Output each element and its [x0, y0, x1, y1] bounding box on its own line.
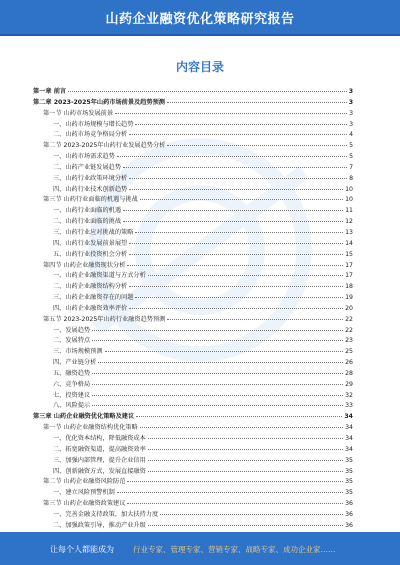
- toc-entry-label: 三、加强内部管理，提升企业信用: [53, 456, 146, 464]
- toc-entry-page: 14: [345, 239, 353, 247]
- toc-entry-page: 17: [345, 272, 353, 280]
- toc-leader-dots: [129, 178, 347, 179]
- toc-leader-dots: [117, 492, 343, 493]
- toc-entry-label: 第五节 2023-2025年山药行业融资趋势预测: [43, 315, 166, 323]
- toc-entry-label: 第一节 山药企业融资结构优化策略: [43, 424, 138, 432]
- toc-entry-label: 五、山药行业投资机会分析: [53, 250, 128, 258]
- toc-entry-label: 一、建立风险预警机制: [53, 489, 115, 497]
- toc-entry-label: 第四节 山药企业融资现状分析: [43, 261, 126, 269]
- toc-entry[interactable]: [33, 292, 353, 303]
- toc-entry-page: 3: [349, 109, 353, 117]
- toc-entry[interactable]: [33, 422, 353, 433]
- toc-entry-label: 五、融资趋势: [53, 369, 91, 377]
- toc-entry-page: 33: [345, 402, 353, 410]
- footer-slogan: 让每个人都能成为: [50, 545, 114, 554]
- toc-entry[interactable]: [33, 303, 353, 314]
- toc-entry-page: 4: [349, 131, 353, 139]
- toc-leader-dots: [105, 351, 344, 352]
- toc-leader-dots: [135, 124, 347, 125]
- page-header: [0, 0, 400, 36]
- toc-entry[interactable]: [33, 173, 353, 184]
- toc-leader-dots: [167, 319, 343, 320]
- toc-leader-dots: [129, 243, 343, 244]
- toc-leader-dots: [92, 395, 343, 396]
- toc-entry-label: 四、创新融资方式，发展直接融资: [53, 467, 146, 475]
- toc-entry[interactable]: [33, 411, 353, 422]
- toc-entry-page: 29: [345, 380, 353, 388]
- toc-entry[interactable]: [33, 140, 353, 151]
- toc-entry-page: 3: [348, 98, 353, 106]
- toc-leader-dots: [92, 405, 343, 406]
- toc-entry[interactable]: [33, 129, 353, 140]
- toc-entry[interactable]: [33, 227, 353, 238]
- toc-entry-page: 5: [349, 142, 353, 150]
- toc-entry-page: 34: [344, 413, 353, 421]
- toc-entry-label: 四、山药企业融资效率评价: [53, 304, 128, 312]
- toc-entry-label: 二、山药产业链发展趋势: [53, 163, 122, 171]
- toc-entry[interactable]: [33, 357, 353, 368]
- toc-entry[interactable]: [33, 184, 353, 195]
- toc-entry-page: 25: [345, 348, 353, 356]
- toc-leader-dots: [148, 525, 343, 526]
- toc-entry-page: 36: [345, 510, 353, 518]
- toc-entry[interactable]: [33, 346, 353, 357]
- toc-entry-page: 18: [345, 283, 353, 291]
- toc-entry[interactable]: [33, 238, 353, 249]
- toc-leader-dots: [129, 286, 343, 287]
- toc-entry-label: 六、竞争格局: [53, 380, 91, 388]
- toc-leader-dots: [129, 134, 347, 135]
- toc-entry-page: 35: [345, 489, 353, 497]
- toc-entry[interactable]: [33, 466, 353, 477]
- toc-entry[interactable]: [33, 97, 353, 108]
- toc-entry-page: 10: [345, 185, 353, 193]
- toc-entry[interactable]: [33, 249, 353, 260]
- toc-leader-dots: [140, 199, 343, 200]
- toc-entry[interactable]: [33, 476, 353, 487]
- toc-entry[interactable]: [33, 455, 353, 466]
- toc-leader-dots: [167, 145, 347, 146]
- toc-entry-page: 11: [345, 207, 353, 215]
- toc-leader-dots: [148, 460, 343, 461]
- toc-entry-label: 七、投资建议: [53, 391, 91, 399]
- toc-entry[interactable]: [33, 335, 353, 346]
- toc-leader-dots: [160, 514, 343, 515]
- toc-entry[interactable]: [33, 325, 353, 336]
- toc-entry-label: 二、发展特点: [53, 337, 91, 345]
- toc-leader-dots: [135, 297, 343, 298]
- toc-entry[interactable]: [33, 151, 353, 162]
- toc-entry[interactable]: [33, 270, 353, 281]
- toc-entry-page: 23: [345, 337, 353, 345]
- toc-entry-page: 26: [345, 359, 353, 367]
- toc-entry-page: 20: [345, 304, 353, 312]
- toc-entry-label: 一、山药企业融资渠道与方式分析: [53, 272, 146, 280]
- toc-entry-page: 17: [345, 261, 353, 269]
- toc-leader-dots: [129, 189, 343, 190]
- toc-entry-page: 36: [345, 500, 353, 508]
- toc-entry-page: 34: [345, 424, 353, 432]
- toc-entry[interactable]: [33, 314, 353, 325]
- toc-entry-label: 一、发展趋势: [53, 326, 91, 334]
- toc-entry-page: 22: [345, 315, 353, 323]
- toc-entry[interactable]: [33, 119, 353, 130]
- toc-entry[interactable]: [33, 509, 353, 520]
- toc-entry-page: 28: [345, 369, 353, 377]
- toc-entry-label: 三、市场规模预测: [53, 348, 103, 356]
- toc-leader-dots: [127, 265, 343, 266]
- toc-leader-dots: [129, 308, 343, 309]
- toc-entry-label: 第二章 2023-2025年山药市场前景及趋势预测: [33, 98, 165, 106]
- toc-entry-label: 第三章 山药企业融资优化策略及建议: [33, 413, 135, 421]
- toc-entry-page: 5: [349, 153, 353, 161]
- toc-entry-label: 第二节 2023-2025年山药行业发展趋势分析: [43, 142, 166, 150]
- toc-entry-label: 第一节 山药市场发展前景: [43, 109, 114, 117]
- toc-entry-label: 第三节 山药行业面临的机遇与挑战: [43, 196, 138, 204]
- toc-entry[interactable]: [33, 108, 353, 119]
- toc-entry-page: 35: [345, 478, 353, 486]
- toc-leader-dots: [117, 156, 347, 157]
- toc-entry-page: 35: [345, 467, 353, 475]
- toc-leader-dots: [92, 373, 343, 374]
- toc-leader-dots: [92, 340, 343, 341]
- toc-leader-dots: [123, 167, 347, 168]
- toc-leader-dots: [127, 481, 343, 482]
- toc-entry[interactable]: [33, 433, 353, 444]
- toc-entry[interactable]: [33, 520, 353, 531]
- toc-leader-dots: [148, 471, 343, 472]
- toc-entry-page: 35: [345, 456, 353, 464]
- toc-entry[interactable]: [33, 162, 353, 173]
- toc-leader-dots: [148, 449, 343, 450]
- toc-entry-label: 三、山药行业应对挑战的策略: [53, 228, 134, 236]
- toc-entry-page: 7: [349, 163, 353, 171]
- toc-entry-page: 32: [345, 391, 353, 399]
- toc-entry-label: 第三节 山药企业融资政策建议: [43, 500, 126, 508]
- toc-heading: 内容目录: [175, 60, 224, 74]
- toc-entry-label: 二、加强政策引导，推动产业升级: [53, 521, 146, 529]
- page-footer: [0, 532, 400, 565]
- toc-entry-page: 3: [348, 88, 353, 95]
- table-of-contents: [33, 86, 353, 541]
- toc-entry-label: 一、完善金融支持政策，加大扶持力度: [53, 510, 159, 518]
- toc-leader-dots: [127, 503, 343, 504]
- toc-entry-label: 三、山药企业融资存在的问题: [53, 294, 134, 302]
- toc-entry-page: 8: [349, 174, 353, 182]
- toc-entry[interactable]: [33, 281, 353, 292]
- toc-entry-label: 四、山药行业技术创新趋势: [53, 185, 128, 193]
- toc-entry[interactable]: [33, 205, 353, 216]
- toc-entry-label: 四、产业链分析: [53, 359, 97, 367]
- toc-leader-dots: [148, 438, 343, 439]
- toc-leader-dots: [136, 416, 342, 417]
- toc-entry-label: 第二节 山药企业融资风险防范: [43, 478, 126, 486]
- toc-entry[interactable]: [33, 444, 353, 455]
- toc-entry-page: 12: [345, 218, 353, 226]
- toc-entry[interactable]: [33, 390, 353, 401]
- toc-entry-page: 10: [345, 196, 353, 204]
- toc-entry-label: 一、山药行业面临的机遇: [53, 207, 122, 215]
- toc-leader-dots: [92, 384, 343, 385]
- toc-entry-page: 34: [345, 445, 353, 453]
- toc-entry[interactable]: [33, 260, 353, 271]
- toc-entry[interactable]: [33, 487, 353, 498]
- toc-entry-label: 二、山药企业融资结构分析: [53, 283, 128, 291]
- toc-entry-label: 一、山药市场需求趋势: [53, 153, 115, 161]
- toc-leader-dots: [115, 113, 347, 114]
- toc-entry-label: 四、山药行业发展前景展望: [53, 239, 128, 247]
- toc-entry[interactable]: [33, 194, 353, 205]
- toc-leader-dots: [123, 210, 343, 211]
- toc-entry-page: 13: [345, 228, 353, 236]
- toc-entry[interactable]: [33, 379, 353, 390]
- toc-leader-dots: [135, 232, 343, 233]
- toc-entry-label: 二、山药市场竞争格局分析: [53, 131, 128, 139]
- toc-entry-page: 34: [345, 435, 353, 442]
- toc-leader-dots: [92, 330, 343, 331]
- toc-leader-dots: [123, 221, 343, 222]
- toc-entry-page: 22: [345, 326, 353, 334]
- toc-leader-dots: [68, 91, 347, 92]
- toc-leader-dots: [98, 362, 343, 363]
- toc-entry[interactable]: [33, 368, 353, 379]
- toc-entry-label: 一、优化资本结构，降低融资成本: [53, 435, 146, 442]
- toc-entry-page: 3: [349, 120, 353, 128]
- toc-entry[interactable]: [33, 498, 353, 509]
- toc-entry-label: 二、山药行业面临的挑战: [53, 218, 122, 226]
- toc-entry-label: 八、风险提示: [53, 402, 91, 410]
- toc-leader-dots: [129, 254, 343, 255]
- toc-leader-dots: [140, 427, 343, 428]
- toc-entry-label: 三、山药行业政策环境分析: [53, 174, 128, 182]
- report-title: 山药企业融资优化策略研究报告: [105, 12, 295, 27]
- toc-entry[interactable]: [33, 86, 353, 97]
- toc-leader-dots: [148, 275, 343, 276]
- toc-entry-label: 第一章 前言: [33, 88, 67, 95]
- toc-entry-page: 36: [345, 521, 353, 529]
- toc-entry-label: 二、拓宽融资渠道，提高融资效率: [53, 445, 146, 453]
- footer-tagline: 行业专家、管理专家、营销专家、战略专家、成功企业家……: [133, 545, 336, 554]
- toc-entry-label: 一、山药市场规模与增长趋势: [53, 120, 134, 128]
- toc-entry-page: 15: [345, 250, 353, 258]
- toc-leader-dots: [167, 102, 347, 103]
- toc-entry[interactable]: [33, 216, 353, 227]
- toc-entry[interactable]: [33, 400, 353, 411]
- toc-entry-page: 19: [345, 294, 353, 302]
